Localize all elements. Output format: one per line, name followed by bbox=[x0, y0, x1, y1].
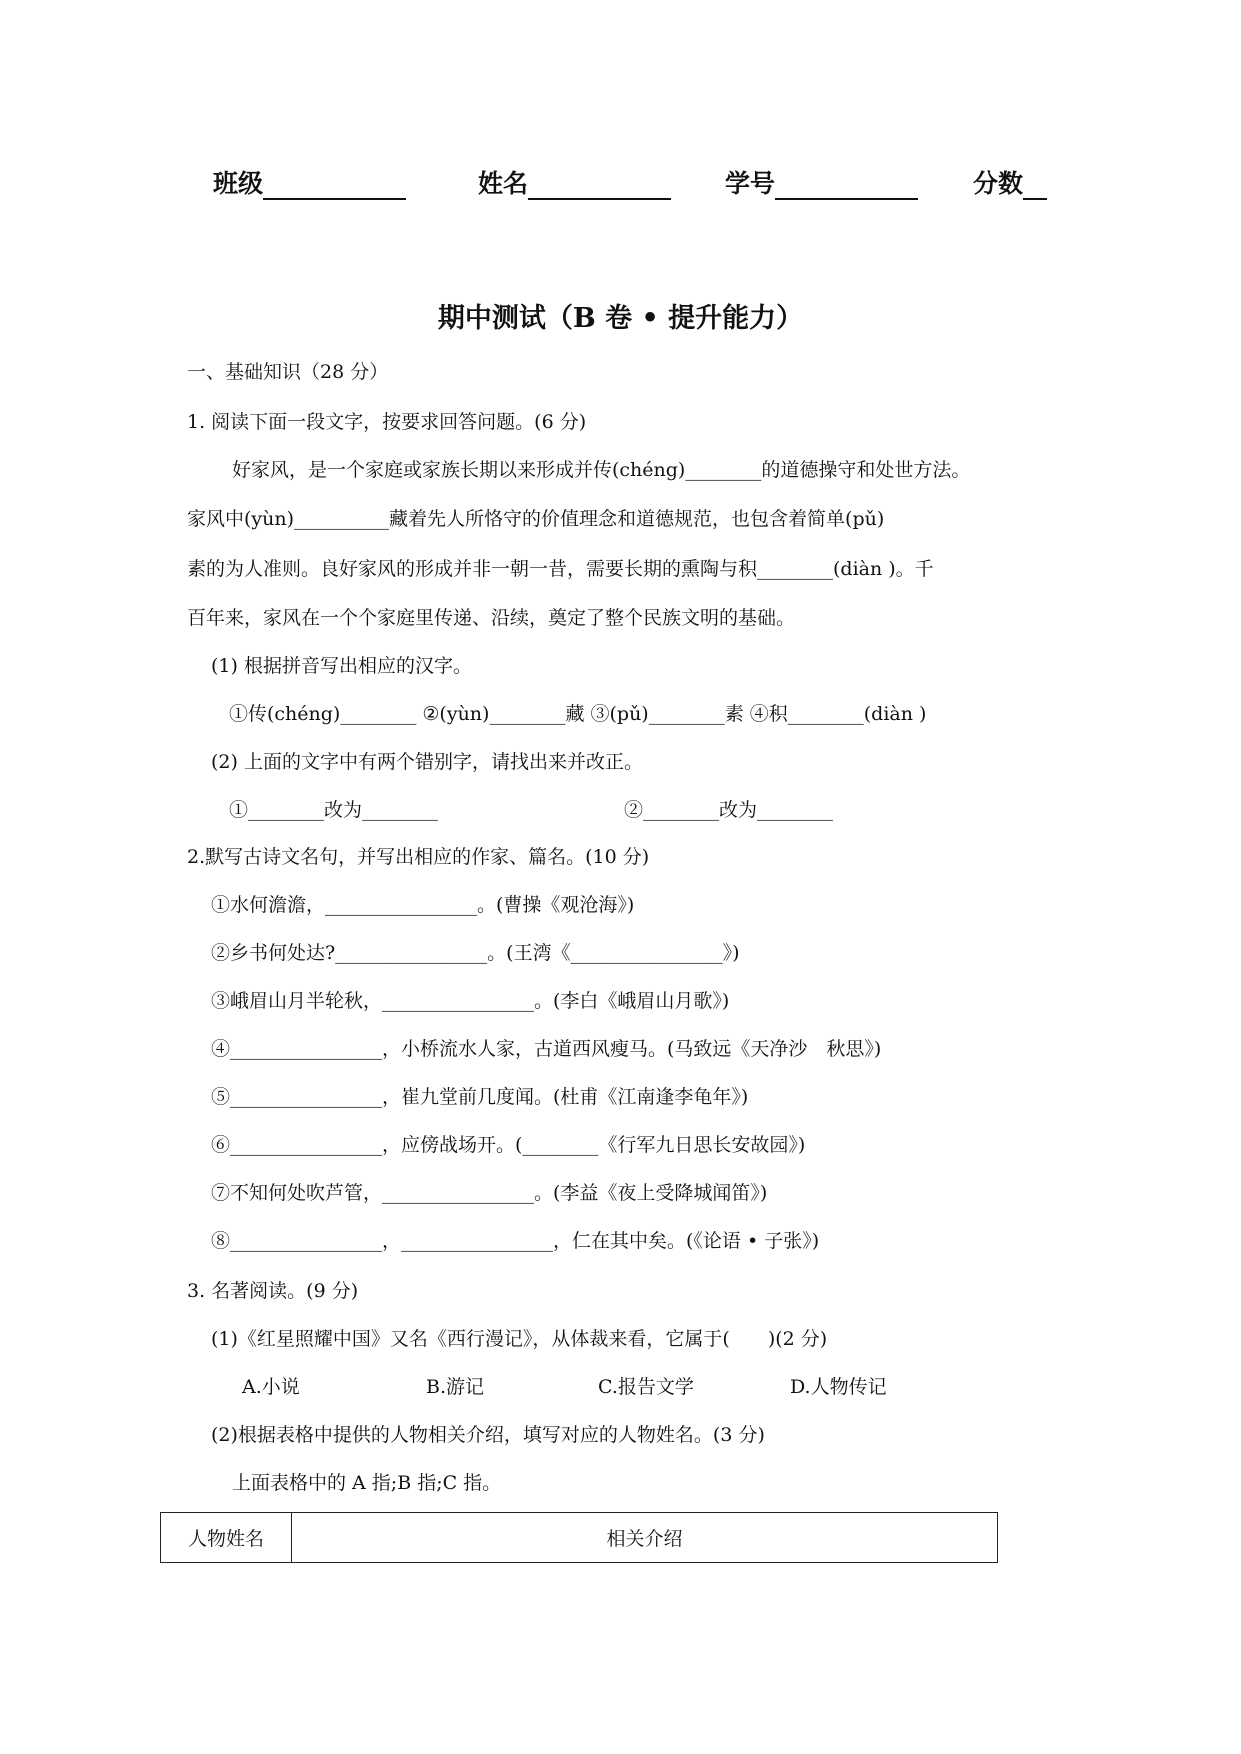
name-blank[interactable] bbox=[528, 171, 671, 200]
q1-stem: 1. 阅读下面一段文字，按要求回答问题。(6 分) bbox=[187, 411, 587, 433]
q1-sub2: (2) 上面的文字中有两个错别字，请找出来并改正。 bbox=[211, 751, 643, 773]
q2-stem: 2.默写古诗文名句，并写出相应的作家、篇名。(10 分) bbox=[187, 846, 650, 868]
q1-paragraph-line: 好家风，是一个家庭或家族长期以来形成并传(chéng)________的道德操守和处世方法。 bbox=[232, 459, 971, 481]
class-field[interactable] bbox=[213, 164, 406, 200]
q2-item[interactable]: ④________________，小桥流水人家，古道西风瘦马。(马致远《天净沙 秋思》) bbox=[211, 1038, 882, 1060]
q1-paragraph-line: 百年来，家风在一个个家庭里传递、沿续，奠定了整个民族文明的基础。 bbox=[187, 607, 796, 629]
character-table bbox=[160, 1512, 998, 1563]
q2-item[interactable]: ①水何澹澹，________________。(曹操《观沧海》) bbox=[211, 894, 635, 916]
q2-item[interactable]: ⑤________________，崔九堂前几度闻。(杜甫《江南逢李龟年》) bbox=[211, 1086, 749, 1108]
q3-sub1: (1)《红星照耀中国》又名《西行漫记》，从体裁来看，它属于( )(2 分) bbox=[211, 1328, 828, 1350]
q3-stem: 3. 名著阅读。(9 分) bbox=[187, 1280, 359, 1302]
q3-note: 上面表格中的 A 指;B 指;C 指。 bbox=[232, 1472, 502, 1494]
class-label: 班级 bbox=[213, 169, 264, 198]
q2-item[interactable]: ③峨眉山月半轮秋，________________。(李白《峨眉山月歌》) bbox=[211, 990, 730, 1012]
name-label: 姓名 bbox=[478, 169, 529, 198]
table-header-name: 人物姓名 bbox=[161, 1513, 292, 1563]
table-row bbox=[161, 1513, 998, 1563]
option-a[interactable]: A.小说 bbox=[242, 1376, 300, 1398]
option-d[interactable]: D.人物传记 bbox=[790, 1376, 887, 1398]
option-c[interactable]: C.报告文学 bbox=[598, 1376, 694, 1398]
class-blank[interactable] bbox=[263, 171, 406, 200]
table-header-intro: 相关介绍 bbox=[292, 1513, 998, 1563]
score-field[interactable] bbox=[973, 164, 1047, 200]
q1-sub2-answer-b[interactable]: ②________改为________ bbox=[624, 799, 834, 821]
student-id-field[interactable] bbox=[725, 164, 918, 200]
section-heading: 一、基础知识（28 分） bbox=[187, 361, 389, 383]
student-id-blank[interactable] bbox=[775, 171, 918, 200]
q2-item[interactable]: ⑥________________，应傍战场开。(________《行军九日思长安故园》) bbox=[211, 1134, 806, 1156]
q1-sub2-answer-a[interactable]: ①________改为________ bbox=[229, 799, 439, 821]
score-blank[interactable] bbox=[1023, 171, 1047, 200]
score-label: 分数 bbox=[973, 169, 1024, 198]
option-b[interactable]: B.游记 bbox=[426, 1376, 485, 1398]
page-title: 期中测试（B 卷 • 提升能力） bbox=[437, 303, 804, 334]
student-id-label: 学号 bbox=[725, 169, 776, 198]
q1-paragraph-line: 素的为人准则。良好家风的形成并非一朝一昔，需要长期的熏陶与积________(diàn )。千 bbox=[187, 558, 934, 580]
q2-item[interactable]: ②乡书何处达?________________。(王湾《________________》) bbox=[211, 942, 740, 964]
q3-sub2: (2)根据表格中提供的人物相关介绍，填写对应的人物姓名。(3 分) bbox=[211, 1424, 765, 1446]
q2-item[interactable]: ⑧________________，________________，仁在其中矣。(《论语 • 子张》) bbox=[211, 1230, 820, 1252]
q2-item[interactable]: ⑦不知何处吹芦管，________________。(李益《夜上受降城闻笛》) bbox=[211, 1182, 768, 1204]
q1-sub1-answers[interactable]: ①传(chéng)________ ②(yùn)________藏 ③(pǔ)________素 ④积________(diàn ) bbox=[229, 703, 927, 725]
q1-paragraph-line: 家风中(yùn)__________藏着先人所恪守的价值理念和道德规范，也包含着简单(pǔ) bbox=[187, 508, 885, 530]
name-field[interactable] bbox=[478, 164, 671, 200]
q1-sub1: (1) 根据拼音写出相应的汉字。 bbox=[211, 655, 472, 677]
